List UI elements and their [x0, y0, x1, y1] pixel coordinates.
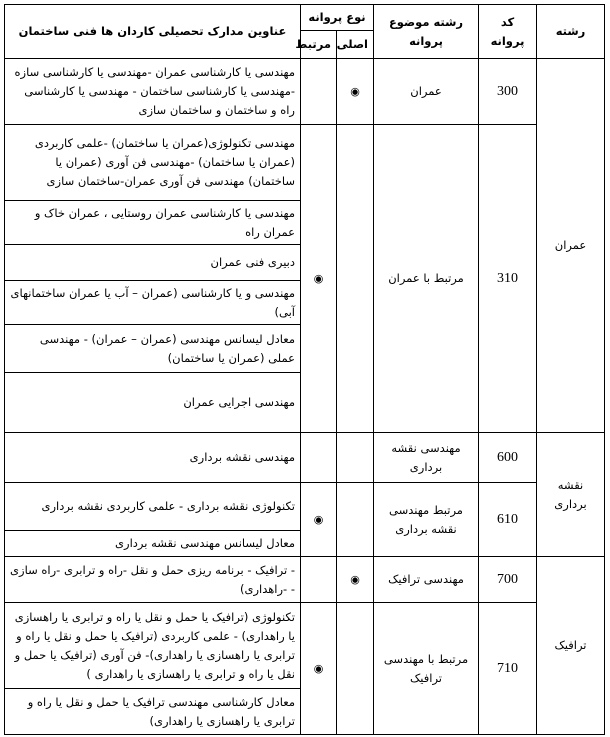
header-field: رشته [537, 5, 605, 59]
table-row [5, 557, 605, 603]
degree-cell: مهندسی تکنولوژی(عمران یا ساختمان) -علمی کاربردی (عمران یا ساختمان) -مهندسی فن آوری (عمران یا ساختمان) مهندسی فن آوری عمران-ساختمان سازی [5, 125, 301, 201]
degree-cell: معادل کارشناسی مهندسی ترافیک یا حمل و نقل یا راه و ترابری یا راهسازی یا راهداری) [5, 689, 301, 735]
field-cell: ترافیک [537, 557, 605, 735]
license-subject-cell: مرتبط با مهندسی ترافیک [374, 603, 479, 735]
license-code-cell: 610 [479, 483, 537, 557]
main-type-cell [337, 125, 374, 433]
degree-cell: معادل لیسانس مهندسی (عمران – عمران) - مهندسی عملی (عمران یا ساختمان) [5, 325, 301, 373]
main-type-cell [337, 603, 374, 735]
degree-cell: - ترافیک - برنامه ریزی حمل و نقل -راه و ترابری -راه سازی - -راهداری) [5, 557, 301, 603]
table-row [5, 483, 605, 531]
degree-cell: مهندسی یا کارشناسی عمران -مهندسی یا کارشناسی سازه -مهندسی یا کارشناسی ساختمان - مهندسی یا کارشناسی راه و ساختمان و ساختمان سازی [5, 59, 301, 125]
license-subject-cell: مرتبط با عمران [374, 125, 479, 433]
main-type-marker: ◉ [337, 59, 374, 125]
table-row [5, 59, 605, 125]
degree-cell: تکنولوژی (ترافیک یا حمل و نقل یا راه و ترابری یا راهسازی یا راهداری) - علمی کاربردی (ترافیک یا حمل و نقل یا راه و ترابری یا راهسازی یا راهداری)- فن آوری (ترافیک یا حمل و نقل یا راه و ترابری یا راهسازی یا راهداری ) [5, 603, 301, 689]
license-code-cell: 710 [479, 603, 537, 735]
main-type-marker: ◉ [337, 557, 374, 603]
license-subject-cell: مهندسی نقشه برداری [374, 433, 479, 483]
table-row [5, 125, 605, 201]
table-row [5, 603, 605, 689]
license-code-cell: 310 [479, 125, 537, 433]
degree-cell: معادل لیسانس مهندسی نقشه برداری [5, 531, 301, 557]
degree-cell: تکنولوژی نقشه برداری - علمی کاربردی نقشه برداری [5, 483, 301, 531]
degree-cell: مهندسی نقشه برداری [5, 433, 301, 483]
license-code-cell: 700 [479, 557, 537, 603]
license-degree-table [4, 4, 605, 735]
header-degree-titles: عناوین مدارک تحصیلی کاردان ها فنی ساختمان [5, 5, 301, 59]
related-type-cell [301, 59, 337, 125]
degree-cell: مهندسی اجرایی عمران [5, 373, 301, 433]
header-type-related: مرتبط [301, 31, 337, 59]
degree-cell: مهندسی یا کارشناسی عمران روستایی ، عمران خاک و عمران راه [5, 201, 301, 245]
header-license-subject: رشته موضوع پروانه [374, 5, 479, 59]
related-type-cell [301, 557, 337, 603]
related-type-cell [301, 433, 337, 483]
license-subject-cell: عمران [374, 59, 479, 125]
header-type-main: اصلی [337, 31, 374, 59]
header-license-type: نوع پروانه [301, 5, 374, 31]
license-subject-cell: مرتبط مهندسی نقشه برداری [374, 483, 479, 557]
license-subject-cell: مهندسی ترافیک [374, 557, 479, 603]
related-type-marker: ◉ [301, 483, 337, 557]
field-cell: عمران [537, 59, 605, 433]
degree-cell: دبیری فنی عمران [5, 245, 301, 281]
license-code-cell: 600 [479, 433, 537, 483]
degree-cell: مهندسی و یا کارشناسی (عمران – آب یا عمران ساختمانهای آبی) [5, 281, 301, 325]
field-cell: نقشه برداری [537, 433, 605, 557]
main-type-cell [337, 433, 374, 483]
table-row [5, 433, 605, 483]
main-type-cell [337, 483, 374, 557]
header-license-code: کد پروانه [479, 5, 537, 59]
license-code-cell: 300 [479, 59, 537, 125]
related-type-marker: ◉ [301, 125, 337, 433]
related-type-marker: ◉ [301, 603, 337, 735]
